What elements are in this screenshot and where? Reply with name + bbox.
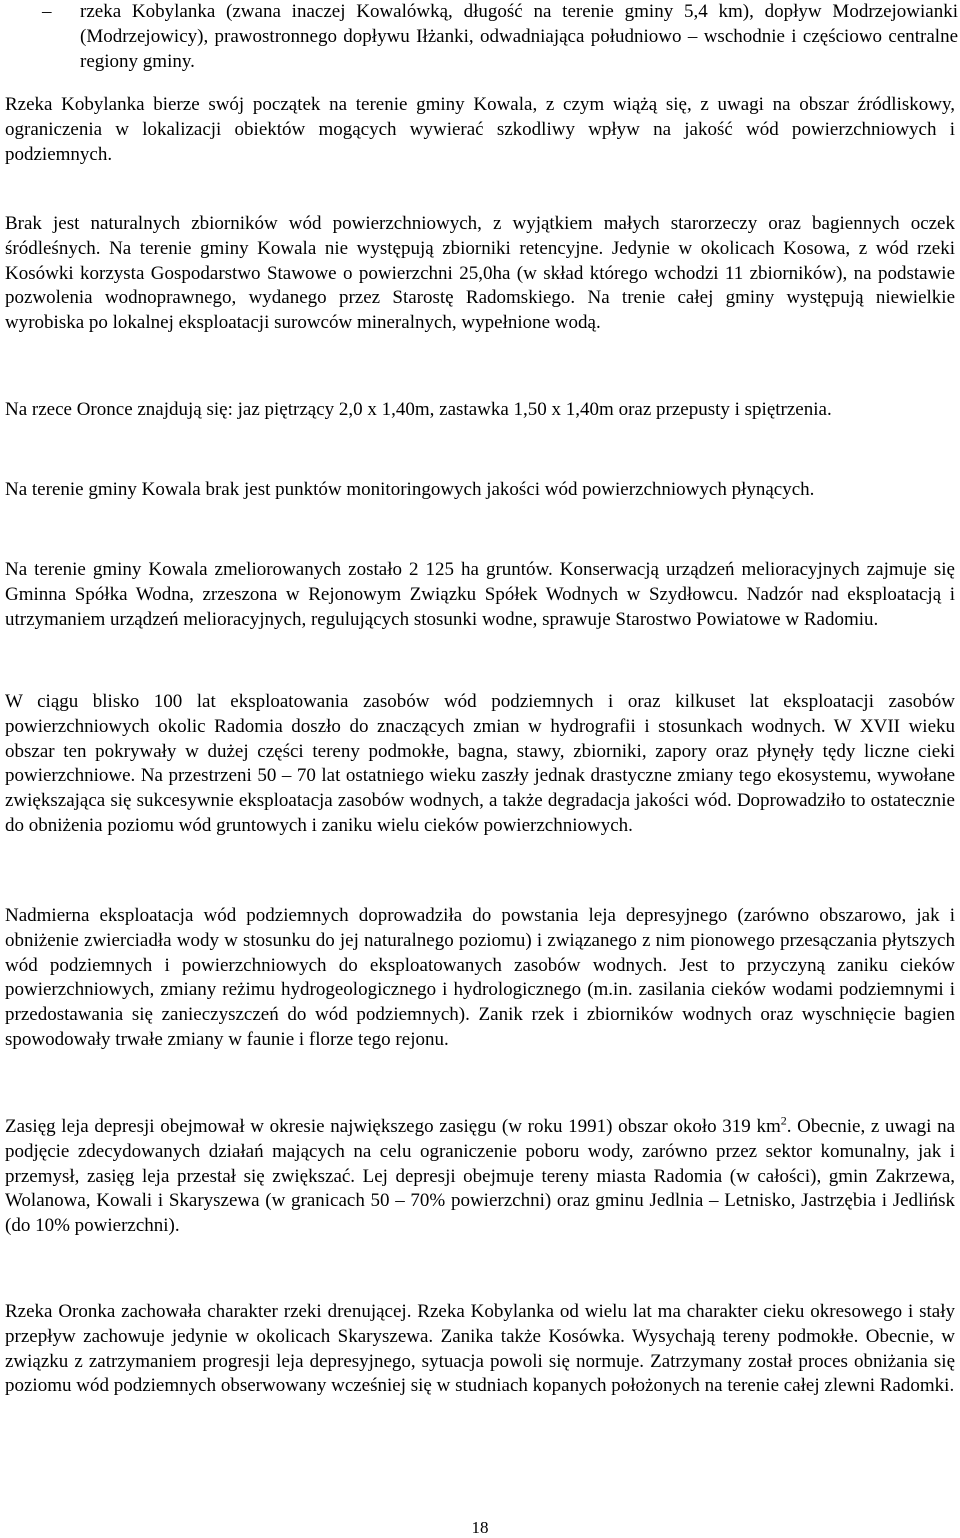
- extent-text-start: Zasięg leja depresji obejmował w okresie największego zasięgu (w roku 1991) obszar około 319 km: [5, 1116, 781, 1137]
- paragraph-oronka-drainage: Rzeka Oronka zachowała charakter rzeki drenującej. Rzeka Kobylanka od wielu lat ma charakter cieku okresowego i stały przepływ zachowuje jedynie w okolicach Skaryszewa. Zanika także Kosówka. Wysychają tereny podmokłe. Obecnie, w związku z zatrzymaniem progresji leja depresyjnego, sytuacja powoli się normuje. Zatrzymany został proces obniżania się poziomu wód podziemnych obserwowany wcześniej się w studniach kopanych położonych na terenie całej zlewni Radomki.: [5, 1301, 955, 1397]
- paragraph-hydrography-history: W ciągu blisko 100 lat eksploatowania zasobów wód podziemnych i oraz kilkuset lat eksploatacji zasobów powierzchniowych okolic Radomia doszło do znaczących zmian w hydrografii i stosunkach wodnych. W XVII wieku obszar ten pokrywały w dużej części tereny podmokłe, bagna, stawy, zbiorniki, zapory oraz płynęły tędy liczne cieki powierzchniowe. Na przestrzeni 50 – 70 lat ostatniego wieku zaszły jednak drastyczne zmiany tego ekosystemu, wywołane zwiększająca się sukcesywnie eksploatacja zasobów wodnych, a także degradacja jakości wód. Doprowadziło to ostatecznie do obniżenia poziomu wód gruntowych i zaniku wielu cieków powierzchniowych.: [5, 691, 955, 836]
- paragraph-monitoring: Na terenie gminy Kowala brak jest punktów monitoringowych jakości wód powierzchniowych płynących.: [5, 479, 815, 500]
- paragraph-depression-extent: [5, 1115, 955, 1239]
- paragraph-kobylanka-source: Rzeka Kobylanka bierze swój początek na terenie gminy Kowala, z czym wiążą się, z uwagi na obszar źródliskowy, ograniczenia w lokalizacji obiektów mogących wywierać szkodliwy wpływ na jakość wód powierzchniowych i podziemnych.: [5, 94, 955, 165]
- superscript-two: 2: [780, 1113, 787, 1128]
- list-dash-marker: –: [42, 1, 52, 22]
- paragraph-depression-cone: Nadmierna eksploatacja wód podziemnych doprowadziła do powstania leja depresyjnego (zarówno obszarowo, jak i obniżenie zwierciadła wody w stosunku do jej naturalnego poziomu) i związanego z nim pionowego przesączania płytszych wód podziemnych i powierzchniowych do eksploatowanych zasobów wodnych. Jest to przyczyną zaniku cieków powierzchniowych, zmiany reżimu hydrogeologicznego i hydrologicznego (m.in. zasilania cieków wodami podziemnymi i przedostawania się zanieczyszczeń do wód podziemnych). Zanik rzek i zbiorników wodnych oraz wyschnięcie bagien spowodowały trwałe zmiany w faunie i florze tego rejonu.: [5, 905, 955, 1050]
- paragraph-reservoirs: Brak jest naturalnych zbiorników wód powierzchniowych, z wyjątkiem małych starorzeczy oraz bagiennych oczek śródleśnych. Na terenie gminy Kowala nie występują zbiorniki retencyjne. Jedynie w okolicach Kosowa, z wód rzeki Kosówki korzysta Gospodarstwo Stawowe o powierzchni 25,0ha (w skład którego wchodzi 11 zbiorników), na podstawie pozwolenia wodnoprawnego, wydanego przez Starostę Radomskiego. Na trenie całej gminy występują niewielkie wyrobiska po lokalnej eksploatacji surowców mineralnych, wypełnione wodą.: [5, 213, 955, 334]
- list-item-text: rzeka Kobylanka (zwana inaczej Kowalówką, długość na terenie gminy 5,4 km), dopływ Modrzejowianki (Modrzejowicy), prawostronnego dopływu Iłżanki, odwadniająca południowo – wschodnie i częściowo centralne regiony gminy.: [80, 1, 958, 72]
- list-item-kobylanka: [6, 0, 958, 74]
- paragraph-melioration: Na terenie gminy Kowala zmeliorowanych zostało 2 125 ha gruntów. Konserwacją urządzeń melioracyjnych zajmuje się Gminna Spółka Wodna, zrzeszona w Rejonowym Związku Spółek Wodnych w Szydłowcu. Nadzór nad eksploatacją i utrzymaniem urządzeń melioracyjnych, regulujących stosunki wodne, sprawuje Starostwo Powiatowe w Radomiu.: [5, 559, 955, 630]
- page-number: 18: [471, 1518, 489, 1537]
- extent-text-end: . Obecnie, z uwagi na podjęcie zdecydowanych działań mających na celu ograniczenie poboru wody, zarówno przez sektor komunalny, jak i przemysł, zasięg leja przestał się zwiększać. Lej depresji obejmuje tereny miasta Radomia (w całości), gmin Zakrzewa, Wolanowa, Kowali i Skaryszewa (w granicach 50 – 70% powierzchni) oraz gminu Jedlnia – Letnisko, Jastrzębia i Jedlińsk (do 10% powierzchni).: [5, 1116, 956, 1237]
- paragraph-oronka-structures: Na rzece Oronce znajdują się: jaz piętrzący 2,0 x 1,40m, zastawka 1,50 x 1,40m oraz przepusty i spiętrzenia.: [5, 399, 832, 420]
